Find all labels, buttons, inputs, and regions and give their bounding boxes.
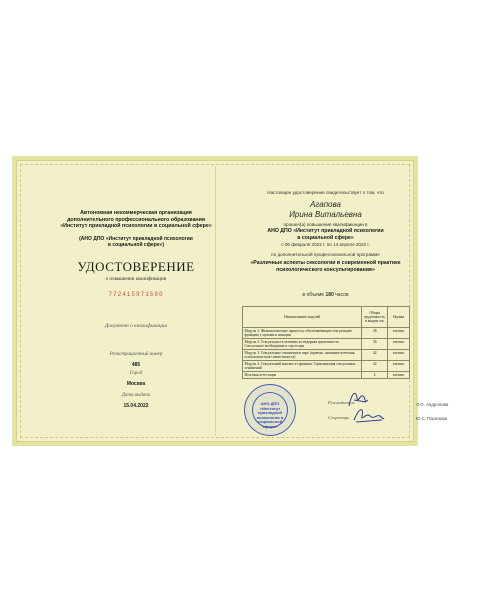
org-line: Автономная некоммерческая организация xyxy=(80,210,192,216)
volume-suffix: часов xyxy=(335,292,349,298)
recipient-name: Ирина Витальевна xyxy=(289,210,362,219)
issue-date-label: Дата выдачи xyxy=(121,393,151,398)
program-line: «Различные аспекты сексологии в современной практике xyxy=(250,260,401,266)
module-name: Модуль 1. Физиологические процессы, обеспечивающие сексуальную функцию у мужчин и женщин xyxy=(243,328,362,339)
volume-prefix: в объеме xyxy=(302,292,325,298)
module-name: Модуль 3. Сексуальные отношения в паре (приемы, снижение влечения, психологическая совместимость) xyxy=(243,350,362,361)
study-period: с 06 февраля 2022 г. по 14 апреля 2022 г. xyxy=(281,242,370,247)
stamp-line: прикладной xyxy=(258,410,282,416)
module-hours: 42 xyxy=(362,350,388,361)
document-subtitle: о повышении квалификации xyxy=(105,277,167,282)
organization-name xyxy=(46,210,226,230)
official-stamp xyxy=(244,384,296,436)
intro-text: Настоящее удостоверение свидетельствует о том, что xyxy=(267,190,384,195)
passed-text: прошел(а) повышение квалификации в xyxy=(283,222,368,227)
stamp-line: социальной xyxy=(257,419,283,425)
secretary-name: Ю.С. Пасенова xyxy=(416,416,448,421)
head-label: Руководитель xyxy=(328,400,355,405)
city-value: Москва xyxy=(126,381,146,387)
head-name: Л.О. Андропова xyxy=(416,402,449,407)
col-header-hours: Общая трудоемкость, в академ.час xyxy=(362,307,388,328)
recipient-surname: Агапова xyxy=(310,200,341,209)
volume-value: 180 xyxy=(325,292,334,298)
organization-short-name xyxy=(46,236,226,249)
table-row xyxy=(243,372,410,379)
org-short-line: (АНО ДПО «Институт прикладной психологии xyxy=(79,236,193,242)
table-header-row xyxy=(243,307,410,328)
table-row xyxy=(243,339,410,350)
stamp-line: «Институт xyxy=(259,405,281,411)
document-type: Документ о квалификации xyxy=(104,323,168,329)
module-hours: 42 xyxy=(362,361,388,372)
org-line: дополнительного профессионального образования xyxy=(67,216,205,223)
table-row xyxy=(243,350,410,361)
module-hours: 2 xyxy=(362,372,388,379)
table-row xyxy=(243,328,410,339)
module-hours: 38 xyxy=(362,328,388,339)
program-intro: по дополнительной профессиональной программе xyxy=(271,252,380,257)
module-grade: зачтено xyxy=(388,350,410,361)
module-name: Модуль 2. Сексуальность человека и гендерная идентичность. Сексуальное возбуждение и стрессоры xyxy=(243,339,362,350)
institute-name xyxy=(238,228,413,242)
city-label: Город xyxy=(129,371,143,376)
module-name: Модуль 4. Сексуальный контакт и гармония. Гармонизация сексуальных отношений xyxy=(243,361,362,372)
certificate-number: 772415971580 xyxy=(108,291,164,298)
reg-number-value: 485 xyxy=(131,362,141,368)
col-header-modules: Наименование модулей xyxy=(243,307,362,328)
stamp-line: АНО ДПО xyxy=(260,401,280,406)
issue-date-value: 15.04.2022 xyxy=(123,403,149,409)
institute-line: в социальной сфере» xyxy=(297,234,354,241)
module-grade: зачтено xyxy=(388,339,410,350)
modules-table xyxy=(242,306,410,379)
org-line: «Институт прикладной психологии в социальной сфере» xyxy=(60,223,212,230)
secretary-signature xyxy=(352,404,386,426)
document-title: УДОСТОВЕРЕНИЕ xyxy=(77,259,195,274)
module-grade: зачтено xyxy=(388,361,410,372)
stamp-line: психологии в xyxy=(256,414,284,420)
col-header-grade: Оценка xyxy=(388,307,410,328)
table-row xyxy=(243,361,410,372)
module-grade: зачтено xyxy=(388,328,410,339)
module-grade: зачтено xyxy=(388,372,410,379)
program-line: психологического консультирования» xyxy=(276,266,375,273)
org-short-line: в социальной сфере») xyxy=(107,242,165,249)
secretary-label: Секретарь xyxy=(328,415,350,420)
program-volume xyxy=(238,292,413,299)
stamp-line: сфере» xyxy=(262,423,278,429)
module-name: Итоговая аттестация xyxy=(243,372,362,379)
institute-line: АНО ДПО «Институт прикладной психологии xyxy=(267,228,384,234)
certificate xyxy=(12,156,449,446)
reg-number-label: Регистрационный номер xyxy=(109,352,163,357)
module-hours: 36 xyxy=(362,339,388,350)
program-name xyxy=(238,260,413,274)
stamp-text xyxy=(245,402,295,430)
